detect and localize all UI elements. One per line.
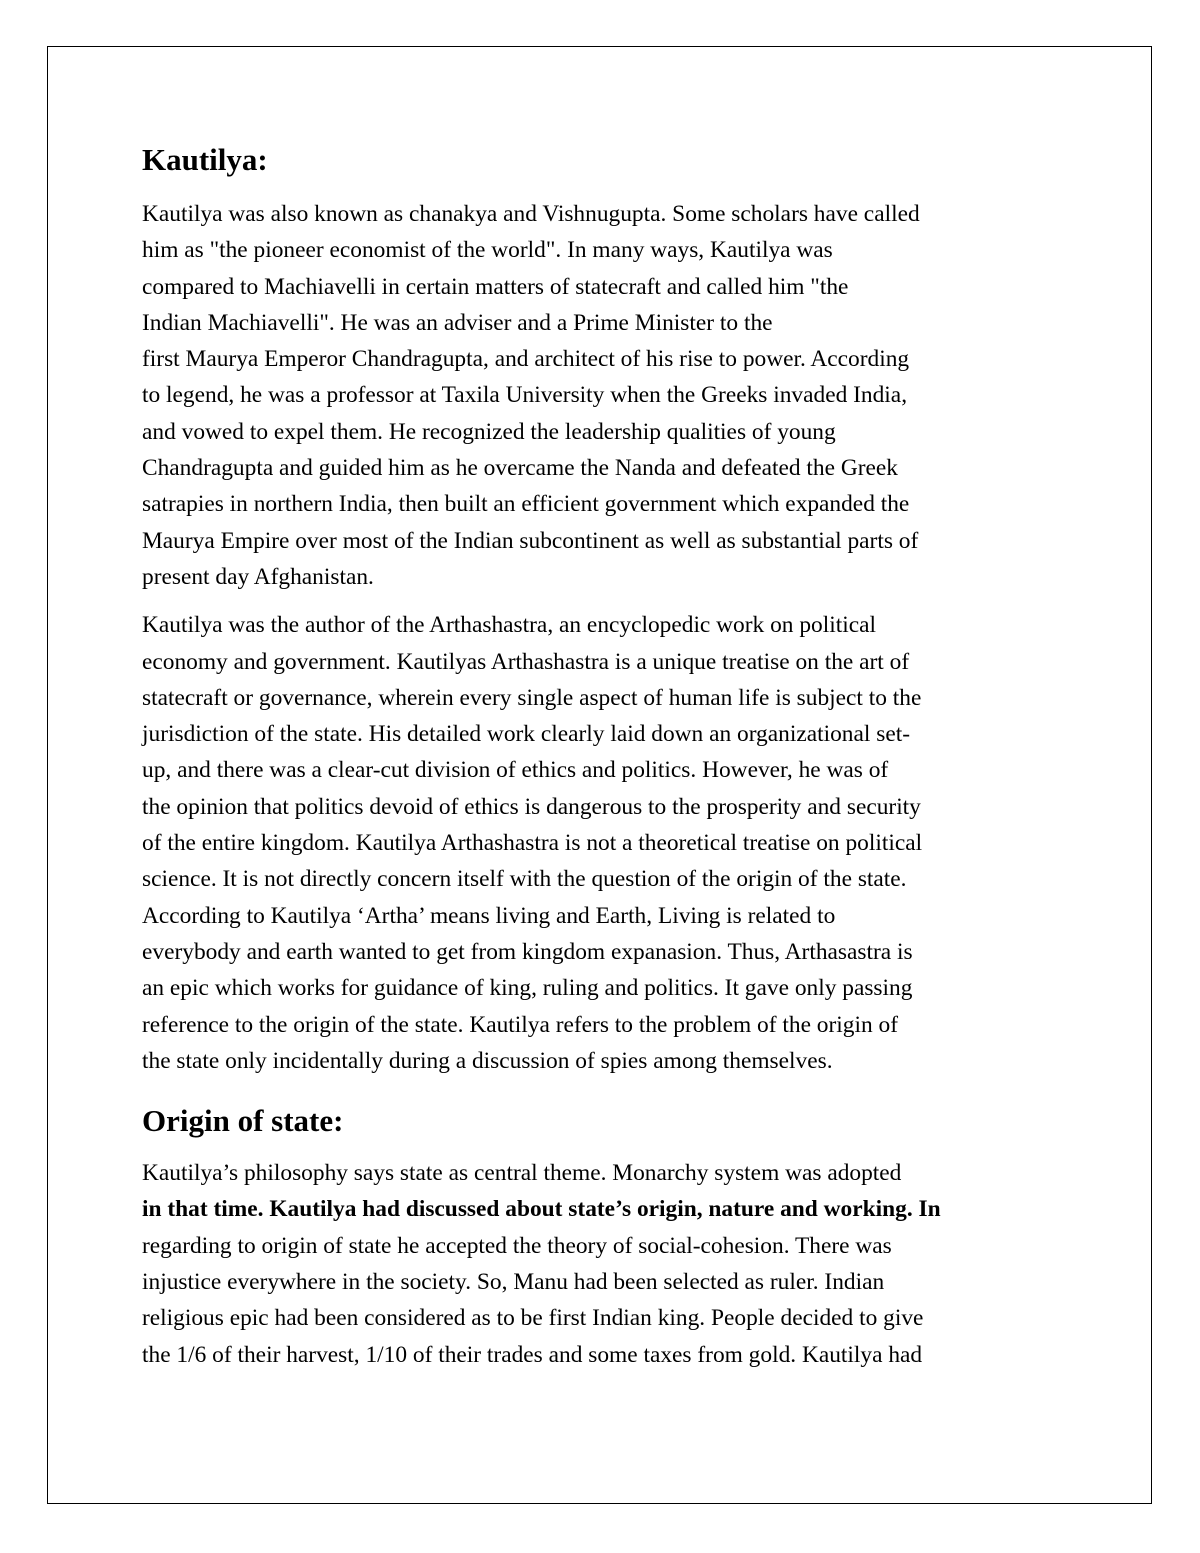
heading-origin-of-state: Origin of state: <box>142 1103 344 1139</box>
text-line: Indian Machiavelli". He was an adviser and a Prime Minister to the <box>142 309 773 336</box>
text-line: of the entire kingdom. Kautilya Arthashastra is not a theoretical treatise on political <box>142 830 923 857</box>
text-line: an epic which works for guidance of king, ruling and politics. It gave only passing <box>142 975 913 1002</box>
text-line: up, and there was a clear-cut division of ethics and politics. However, he was of <box>142 757 889 784</box>
text-line: the 1/6 of their harvest, 1/10 of their trades and some taxes from gold. Kautilya had <box>142 1341 923 1368</box>
text-line: jurisdiction of the state. His detailed work clearly laid down an organizational set- <box>142 721 910 748</box>
text-line: to legend, he was a professor at Taxila University when the Greeks invaded India, <box>142 382 908 409</box>
paragraph-arthashastra <box>142 607 1072 1079</box>
text-line: him as "the pioneer economist of the world". In many ways, Kautilya was <box>142 237 833 264</box>
document-body <box>142 140 1072 1373</box>
text-line: reference to the origin of the state. Kautilya refers to the problem of the origin of <box>142 1011 899 1038</box>
text-line: religious epic had been considered as to be first Indian king. People decided to give <box>142 1305 924 1332</box>
text-line: Chandragupta and guided him as he overcame the Nanda and defeated the Greek <box>142 455 898 482</box>
text-line: present day Afghanistan. <box>142 563 374 590</box>
text-line-bold: in that time. Kautilya had discussed about state’s origin, nature and working. In <box>142 1196 941 1223</box>
paragraph-kautilya-bio <box>142 196 1072 595</box>
text-line: According to Kautilya ‘Artha’ means living and Earth, Living is related to <box>142 902 836 929</box>
text-line: Kautilya was the author of the Arthashastra, an encyclopedic work on political <box>142 612 876 639</box>
heading-kautilya: Kautilya: <box>142 142 268 177</box>
text-line: economy and government. Kautilyas Arthashastra is a unique treatise on the art of <box>142 648 910 675</box>
text-line: science. It is not directly concern itself with the question of the origin of the state. <box>142 866 907 893</box>
text-line: the opinion that politics devoid of ethics is dangerous to the prosperity and security <box>142 793 921 820</box>
text-line: statecraft or governance, wherein every single aspect of human life is subject to the <box>142 684 922 711</box>
text-line: Kautilya was also known as chanakya and Vishnugupta. Some scholars have called <box>142 201 920 227</box>
text-line: regarding to origin of state he accepted the theory of social-cohesion. There was <box>142 1232 892 1259</box>
paragraph-origin-of-state <box>142 1155 1072 1373</box>
text-line: Maurya Empire over most of the Indian subcontinent as well as substantial parts of <box>142 527 919 554</box>
text-line: injustice everywhere in the society. So, Manu had been selected as ruler. Indian <box>142 1269 885 1296</box>
text-line: Kautilya’s philosophy says state as central theme. Monarchy system was adopted <box>142 1160 902 1187</box>
text-line: everybody and earth wanted to get from kingdom expanasion. Thus, Arthasastra is <box>142 938 913 965</box>
text-line: first Maurya Emperor Chandragupta, and architect of his rise to power. According <box>142 346 910 373</box>
text-line: satrapies in northern India, then built an efficient government which expanded the <box>142 491 910 518</box>
text-line: the state only incidentally during a discussion of spies among themselves. <box>142 1047 833 1074</box>
text-line: and vowed to expel them. He recognized the leadership qualities of young <box>142 418 836 445</box>
text-line: compared to Machiavelli in certain matters of statecraft and called him "the <box>142 273 849 300</box>
